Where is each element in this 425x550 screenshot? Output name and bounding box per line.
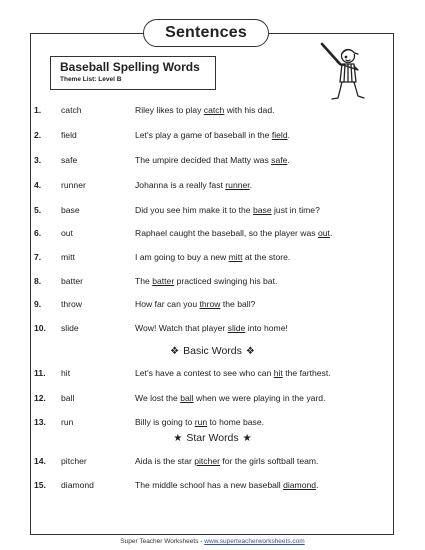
sentence-target-word: safe [271,155,288,165]
footer-link[interactable]: www.superteacherworksheets.com [204,538,305,545]
sentence-start: Aida is the star [135,456,195,466]
example-sentence [135,153,290,167]
sentence-target-word: catch [203,105,225,115]
section-star-words [0,431,425,446]
word-number: 3. [34,155,42,165]
list-title: Baseball Spelling Words [60,60,200,74]
word-number: 11. [34,368,46,378]
star-icon: ★ [242,433,252,444]
example-sentence [135,103,275,117]
example-sentence [135,366,331,380]
sentence-end: the ball? [220,299,256,309]
word-row [0,153,425,167]
word-number: 14. [34,456,46,466]
sentence-start: How far can you [135,299,200,309]
sentence-target-word: base [252,205,272,215]
sentence-start: The umpire decided that Matty was [135,155,272,165]
sentence-start: Billy is going to [135,417,195,427]
spelling-word: diamond [61,480,94,490]
example-sentence [135,415,264,429]
word-number: 6. [34,228,42,238]
spelling-word: safe [61,155,78,165]
sentence-start: The middle school has a new baseball [135,480,284,490]
word-row [0,103,425,117]
sentence-target-word: ball [180,393,194,403]
word-row [0,226,425,240]
example-sentence [135,203,320,217]
page-title-text: Sentences [165,24,247,41]
sentence-start: We lost the [135,393,181,403]
word-row [0,178,425,192]
sentence-end: just in time? [271,205,320,215]
example-sentence [135,128,290,142]
word-number: 1. [34,105,42,115]
sentence-target-word: run [194,417,208,427]
sentence-start: The [135,276,153,286]
example-sentence [135,274,277,288]
spelling-word: out [61,228,73,238]
sentence-target-word: mitt [228,252,243,262]
sentence-end: to home base. [207,417,264,427]
sentence-start: Johanna is a really fast [135,180,226,190]
sentence-end: . [287,155,290,165]
sentence-start: Raphael caught the baseball, so the player was [135,228,318,238]
spelling-word: base [61,205,80,215]
example-sentence [135,297,255,311]
word-row [0,478,425,492]
sentence-target-word: field [271,130,288,140]
sentence-end: for the girls softball team. [220,456,319,466]
spelling-word: batter [61,276,83,286]
word-number: 9. [34,299,42,309]
spelling-word: mitt [61,252,75,262]
word-number: 10. [34,323,46,333]
sentence-start: Let's have a contest to see who can [135,368,274,378]
sentence-target-word: diamond [283,480,317,490]
word-row [0,391,425,405]
spelling-word: hit [61,368,71,378]
word-row [0,203,425,217]
sentence-end: practiced swinging his bat. [174,276,278,286]
sentence-end: . [316,480,319,490]
sentence-end: with his dad. [224,105,275,115]
word-number: 2. [34,130,42,140]
sentence-start: Wow! Watch that player [135,323,228,333]
spelling-word: ball [61,393,75,403]
footer [0,538,425,545]
example-sentence [135,478,318,492]
sentence-target-word: pitcher [194,456,221,466]
word-row [0,250,425,264]
word-number: 12. [34,393,46,403]
sentence-start: Let's play a game of baseball in the [135,130,272,140]
sentence-target-word: runner [225,180,250,190]
page-title [143,19,269,47]
word-number: 13. [34,417,46,427]
example-sentence [135,226,332,240]
baseball-player-illustration [318,40,370,102]
star-icon: ★ [173,433,183,444]
sentence-start: Did you see him make it to the [135,205,253,215]
spelling-word: pitcher [61,456,87,466]
word-number: 7. [34,252,42,262]
diamond-icon: ❖ [170,346,180,357]
word-number: 5. [34,205,42,215]
spelling-word: slide [61,323,79,333]
title-box [50,56,216,90]
example-sentence [135,321,288,335]
spelling-word: catch [61,105,82,115]
sentence-target-word: slide [227,323,246,333]
sentence-start: I am going to buy a new [135,252,229,262]
word-row [0,454,425,468]
sentence-start: Riley likes to play [135,105,204,115]
word-row [0,366,425,380]
section-basic-words [0,344,425,359]
diamond-icon: ❖ [245,346,255,357]
word-row [0,274,425,288]
word-row [0,415,425,429]
sentence-target-word: hit [273,368,283,378]
section-label: Star Words [186,432,239,444]
word-row [0,128,425,142]
sentence-end: when we were playing in the yard. [193,393,326,403]
sentence-target-word: batter [152,276,175,286]
example-sentence [135,454,318,468]
sentence-target-word: out [317,228,330,238]
spelling-word: field [61,130,77,140]
sentence-end: into home! [245,323,288,333]
example-sentence [135,250,290,264]
sentence-target-word: throw [199,299,221,309]
word-number: 8. [34,276,42,286]
footer-site: Super Teacher Worksheets - [120,538,205,545]
sentence-end: at the store. [242,252,291,262]
example-sentence [135,391,325,405]
word-row [0,321,425,335]
word-row [0,297,425,311]
word-number: 4. [34,180,42,190]
word-number: 15. [34,480,46,490]
list-subtitle: Theme List: Level B [60,76,122,83]
spelling-word: run [61,417,74,427]
section-label: Basic Words [183,345,242,357]
sentence-end: . [287,130,290,140]
sentence-end: . [249,180,253,190]
spelling-word: runner [61,180,86,190]
spelling-word: throw [61,299,83,309]
sentence-end: the farthest. [282,368,331,378]
example-sentence [135,178,252,192]
sentence-end: . [329,228,333,238]
